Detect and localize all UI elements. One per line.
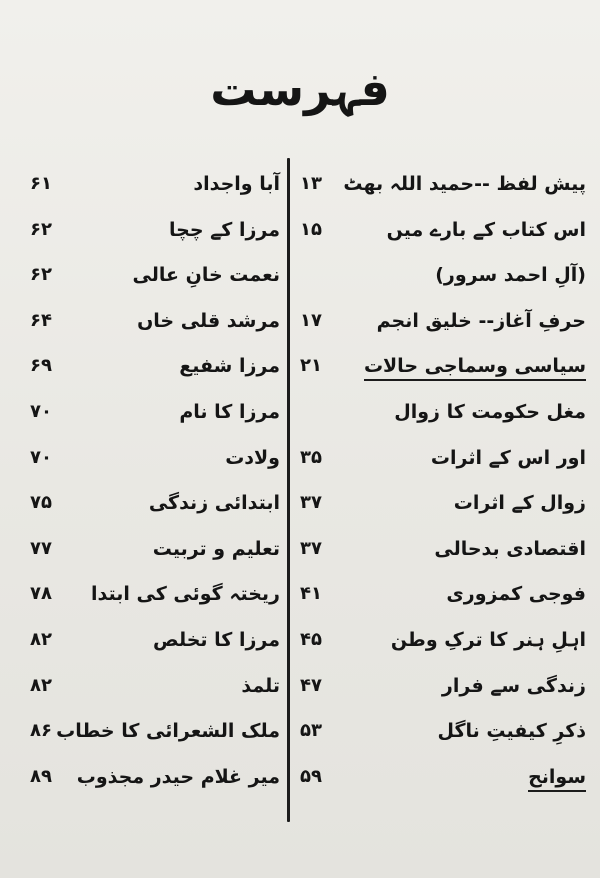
- toc-entry-right: [298, 346, 586, 386]
- toc-entry-page-number: ۷۸: [30, 583, 52, 605]
- toc-entry-page-number: ۴۷: [300, 674, 322, 696]
- toc-entry-left: [14, 574, 280, 614]
- toc-entry-title: اس کتاب کے بارے میں: [386, 218, 586, 241]
- toc-entry-page-number: ۸۲: [30, 629, 52, 650]
- toc-entry-title: ریختہ گوئی کی ابتدا: [91, 583, 280, 606]
- toc-entry-right: [298, 164, 586, 204]
- toc-entry-title: مرزا کا تخلص: [153, 629, 280, 651]
- toc-entry-left: [14, 346, 280, 386]
- toc-entry-page-number: ۸۶: [30, 720, 52, 742]
- toc-entry-page-number: ۶۱: [30, 173, 52, 194]
- toc-entry-left: [14, 711, 280, 751]
- toc-entry-left: [14, 255, 280, 295]
- toc-entry-title: ذکرِ کیفیتِ ناگل: [437, 720, 586, 743]
- toc-entry-title: ملک الشعرائی کا خطاب: [56, 720, 280, 743]
- toc-entry-title: مغل حکومت کا زوال: [394, 401, 586, 423]
- toc-entry-right: [298, 483, 586, 523]
- toc-entry-title: مرزا شفیع: [179, 355, 280, 378]
- toc-entry-title: زوال کے اثرات: [453, 492, 586, 515]
- toc-entry-page-number: ۷۵: [30, 492, 52, 514]
- toc-entry-page-number: ۳۷: [300, 492, 322, 514]
- toc-entry-right: [298, 620, 586, 660]
- toc-entry-title: اور اس کے اثرات: [430, 446, 586, 469]
- toc-entry-right: [298, 301, 586, 341]
- toc-entry-right: [298, 529, 586, 569]
- toc-entry-left: [14, 210, 280, 250]
- toc-entry-title: اقتصادی بدحالی: [434, 537, 586, 560]
- toc-entry-page-number: ۸۲: [30, 674, 52, 696]
- toc-entry-page-number: ۳۵: [300, 446, 322, 468]
- toc-entry-left: [14, 529, 280, 569]
- toc-entry-right: [298, 392, 586, 432]
- toc-entry-page-number: ۶۲: [30, 218, 52, 240]
- toc-entry-right: [298, 255, 586, 295]
- toc-entry-title: فوجی کمزوری: [446, 583, 586, 606]
- toc-entry-page-number: ۶۲: [30, 264, 52, 286]
- toc-entry-title: اہلِ ہنر کا ترکِ وطن: [390, 629, 586, 651]
- toc-entry-page-number: ۵۳: [300, 720, 322, 742]
- toc-entry-title: تلمذ: [241, 674, 280, 697]
- toc-entry-left: [14, 483, 280, 523]
- toc-entry-title: (آلِ احمد سرور): [435, 264, 586, 287]
- toc-entry-page-number: ۷۰: [30, 446, 52, 468]
- toc-entry-title: تعلیم و تربیت: [152, 537, 280, 560]
- toc-entry-left: [14, 666, 280, 706]
- column-divider: [287, 158, 290, 822]
- toc-entry-page-number: ۷۰: [30, 401, 52, 422]
- toc-entry-page-number: ۸۹: [30, 765, 52, 787]
- toc-entry-left: [14, 164, 280, 204]
- toc-entry-right: [298, 666, 586, 706]
- toc-entry-left: [14, 301, 280, 341]
- toc-entry-right: [298, 210, 586, 250]
- toc-entry-left: [14, 438, 280, 478]
- toc-entry-title: سوانح: [528, 757, 586, 797]
- toc-entry-page-number: ۵۹: [300, 765, 322, 787]
- toc-entry-page-number: ۷۷: [30, 537, 52, 559]
- toc-entry-title: زندگی سے فرار: [441, 674, 586, 697]
- toc-entry-page-number: ۱۳: [300, 173, 322, 194]
- toc-entry-right: [298, 757, 586, 797]
- toc-entry-page-number: ۴۵: [300, 629, 322, 650]
- toc-entry-page-number: ۴۱: [300, 583, 322, 605]
- toc-entry-right: [298, 711, 586, 751]
- toc-entry-left: [14, 757, 280, 797]
- toc-entry-title: مرزا کا نام: [179, 401, 280, 423]
- toc-entry-page-number: ۳۷: [300, 537, 322, 559]
- toc-entry-title: مرشد قلی خاں: [137, 309, 280, 332]
- toc-entry-left: [14, 392, 280, 432]
- toc-entry-title: مرزا کے چچا: [169, 218, 280, 241]
- toc-entry-title: ولادت: [225, 446, 280, 469]
- toc-entry-title: آبا واجداد: [193, 173, 280, 195]
- toc-entry-left: [14, 620, 280, 660]
- toc-entry-right: [298, 438, 586, 478]
- toc-entry-right: [298, 574, 586, 614]
- page-title: فہرست: [210, 62, 390, 116]
- toc-entry-title: ابتدائی زندگی: [148, 492, 280, 515]
- toc-entry-page-number: ۶۹: [30, 355, 52, 377]
- toc-entry-title: میر غلام حیدر مجذوب: [76, 765, 280, 788]
- toc-entry-title: پیش لفظ --حمید اللہ بھٹ: [343, 173, 586, 195]
- toc-entry-page-number: ۱۷: [300, 309, 322, 331]
- toc-entry-title: حرفِ آغاز-- خلیق انجم: [376, 309, 586, 332]
- toc-entry-page-number: ۱۵: [300, 218, 322, 240]
- toc-entry-page-number: ۲۱: [300, 355, 322, 377]
- toc-entry-title: نعمت خانِ عالی: [132, 264, 280, 287]
- toc-entry-page-number: ۶۴: [30, 309, 52, 331]
- toc-entry-title: سیاسی وسماجی حالات: [364, 346, 586, 386]
